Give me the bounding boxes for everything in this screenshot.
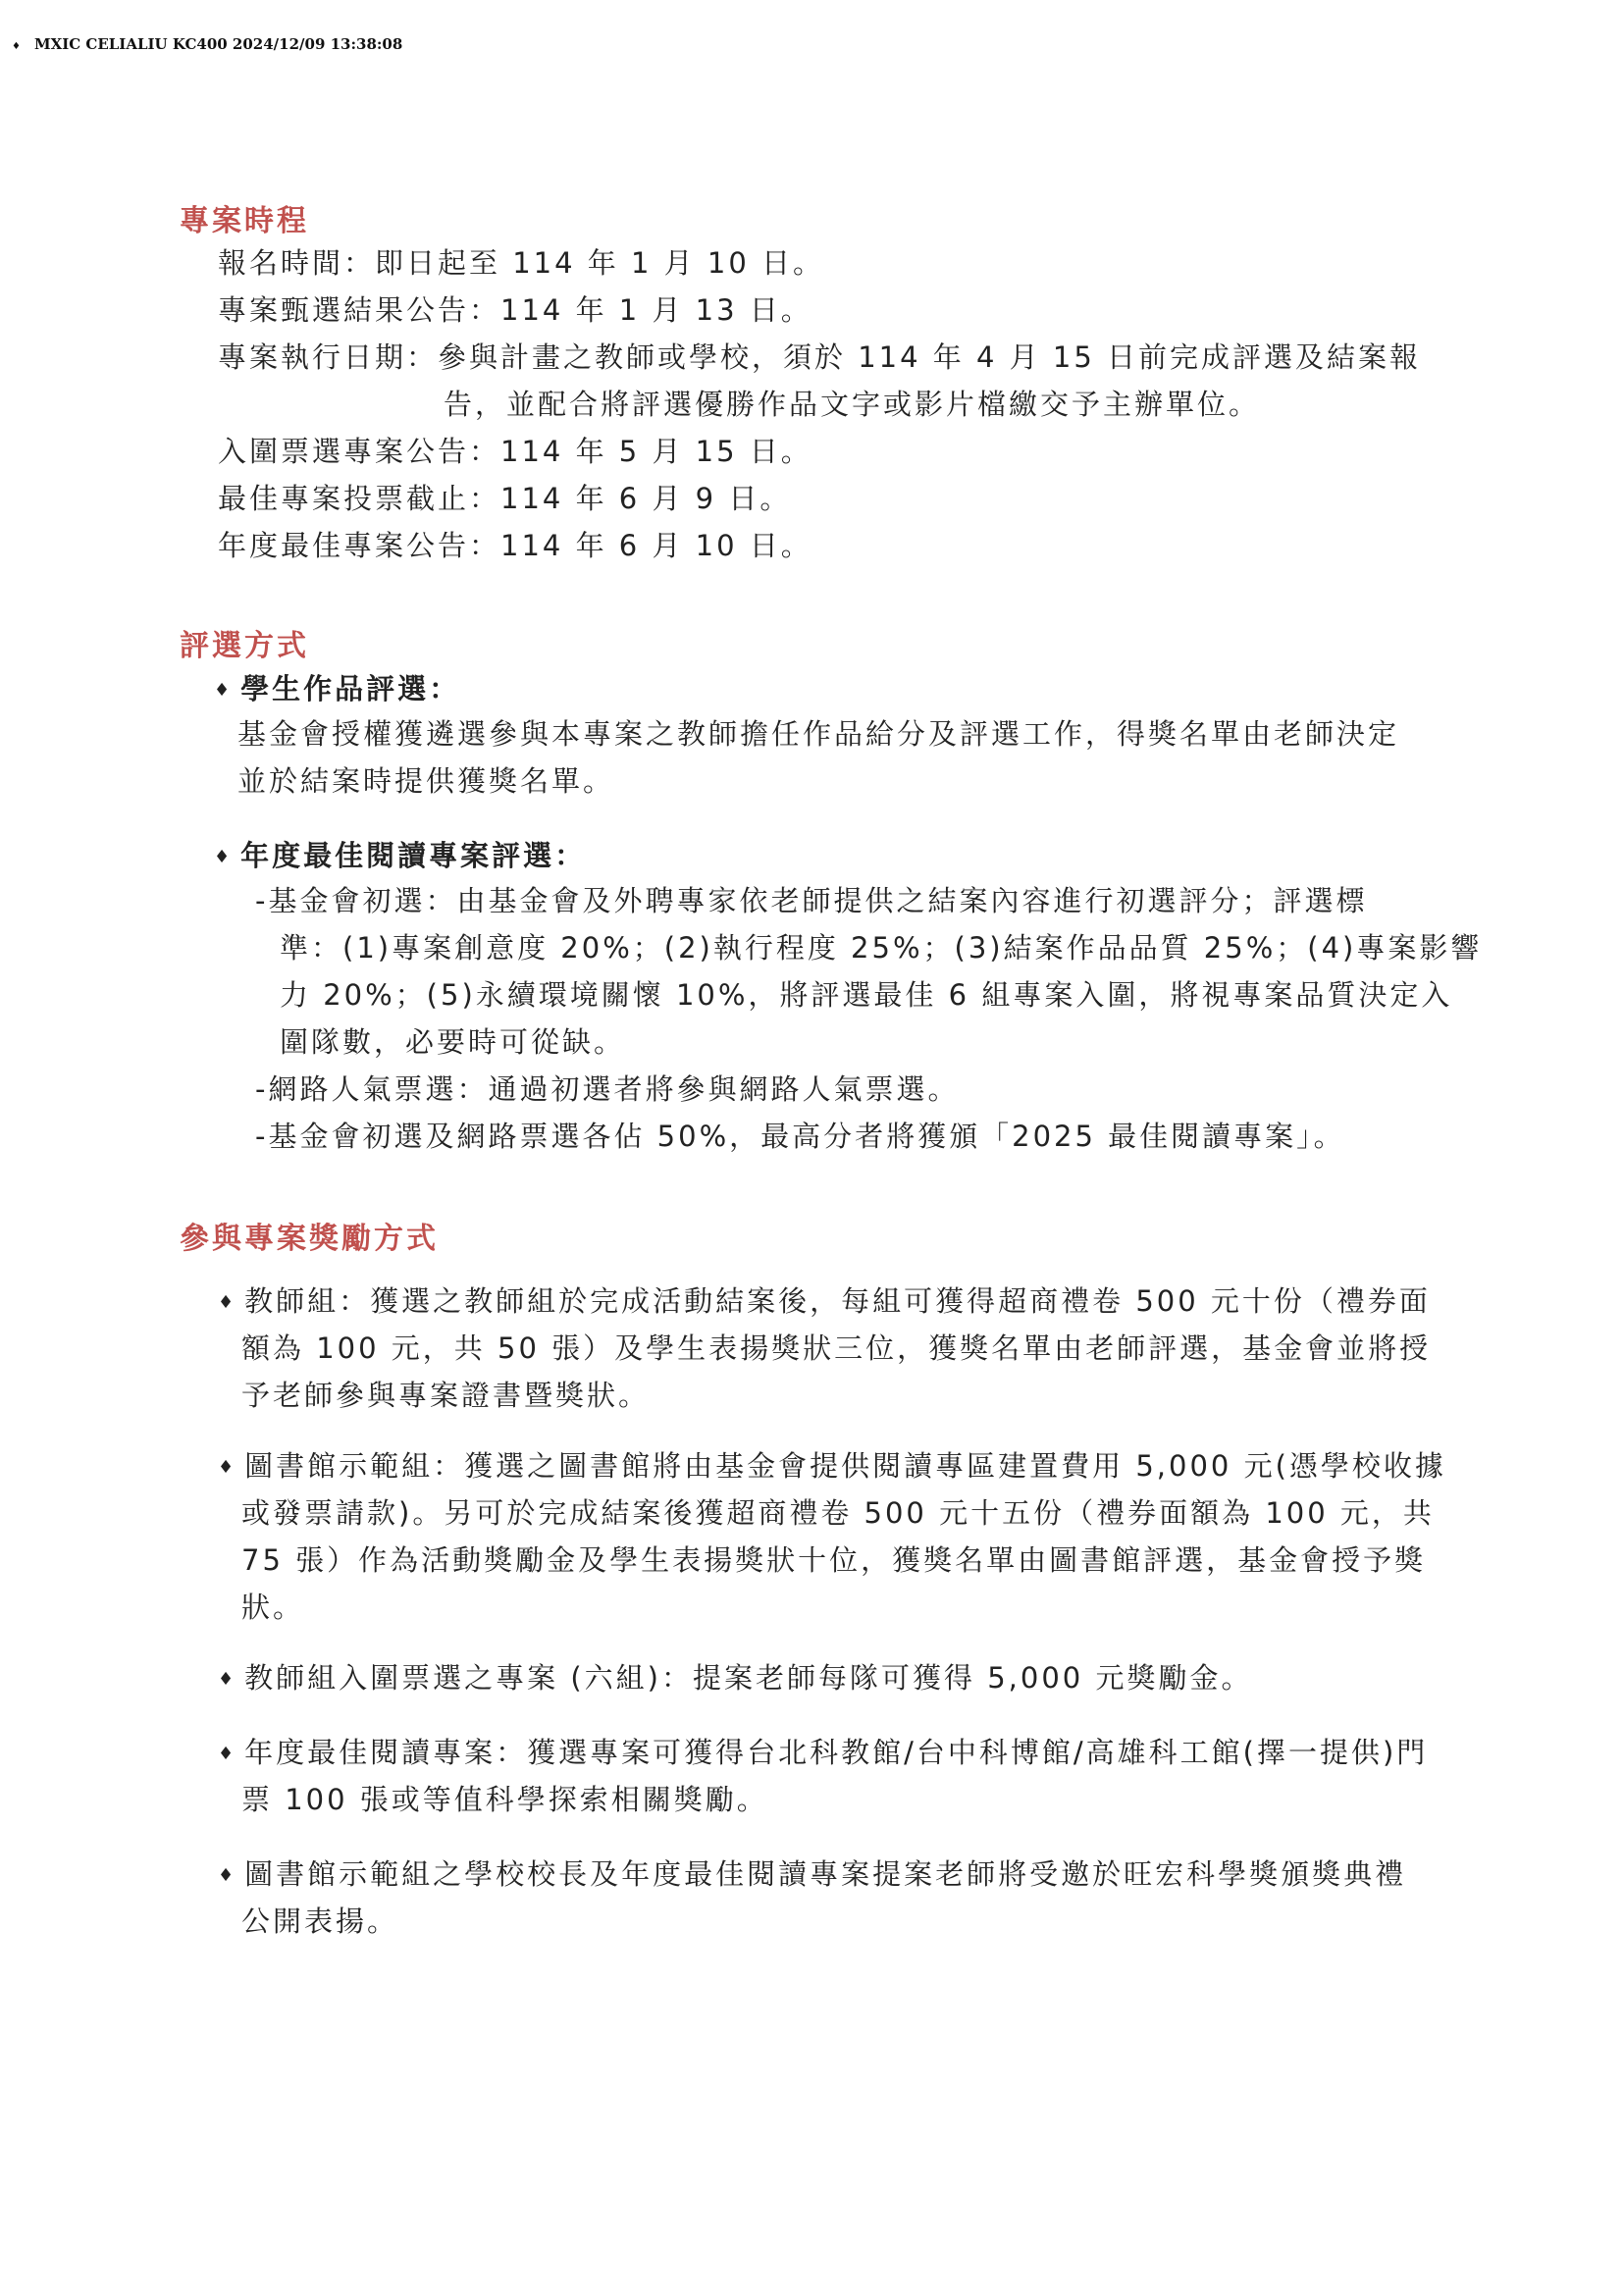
annual-evaluation-line: 準：(1)專案創意度 20%；(2)執行程度 25%；(3)結案作品品質 25%；(4)專案影響 [280,931,1483,965]
schedule-line: 最佳專案投票截止：114 年 6 月 9 日。 [218,482,792,515]
reward-line: 或發票請款)。另可於完成結案後獲超商禮卷 500 元十五份（禮券面額為 100 元，共 [241,1496,1435,1530]
bullet-icon: ♦ [218,1865,237,1886]
reward-line: 公開表揚。 [241,1905,399,1938]
scan-stamp [12,35,402,53]
annual-evaluation-line: -網路人氣票選：通過初選者將參與網路人氣票選。 [255,1072,960,1106]
reward-line: 額為 100 元，共 50 張）及學生表揚獎狀三位，獲獎名單由老師評選，基金會並將授 [241,1331,1432,1365]
bullet-icon: ♦ [218,1292,237,1313]
reward-item-library [218,1446,1446,1487]
annual-evaluation-line: -基金會初選：由基金會及外聘專家依老師提供之結案內容進行初選評分；評選標 [255,884,1368,917]
schedule-line: 年度最佳專案公告：114 年 6 月 10 日。 [218,529,812,562]
schedule-line: 報名時間：即日起至 114 年 1 月 10 日。 [218,246,825,280]
bullet-icon: ♦ [214,847,234,867]
reward-line: 圖書館示範組之學校校長及年度最佳閱讀專案提案老師將受邀於旺宏科學獎頒獎典禮 [244,1857,1407,1891]
reward-line: 教師組入圍票選之專案 (六組)：提案老師每隊可獲得 5,000 元獎勵金。 [244,1661,1253,1695]
reward-line: 狀。 [241,1591,305,1624]
student-evaluation-line: 基金會授權獲遴選參與本專案之教師擔任作品給分及評選工作，得獎名單由老師決定 [237,717,1400,751]
rewards-heading: 參與專案獎勵方式 [180,1222,439,1256]
bullet-icon: ♦ [218,1457,237,1478]
student-evaluation-line: 並於結案時提供獲獎名單。 [237,764,615,798]
bullet-icon: ♦ [214,680,234,701]
schedule-line: 專案甄選結果公告：114 年 1 月 13 日。 [218,293,812,327]
schedule-heading: 專案時程 [180,204,309,238]
reward-item-finalists [218,1658,1252,1699]
reward-line: 圖書館示範組：獲選之圖書館將由基金會提供閱讀專區建置費用 5,000 元(憑學校收據 [244,1449,1446,1483]
schedule-line: 入圍票選專案公告：114 年 5 月 15 日。 [218,435,812,468]
annual-evaluation-line: -基金會初選及網路票選各佔 50%，最高分者將獲頒「2025 最佳閱讀專案」。 [255,1120,1345,1153]
annual-evaluation-line: 力 20%；(5)永續環境關懷 10%，將評選最佳 6 組專案入圍，將視專案品質決定入 [280,978,1453,1012]
reward-line: 年度最佳閱讀專案：獲選專案可獲得台北科教館/台中科博館/高雄科工館(擇一提供)門 [244,1736,1429,1769]
reward-line: 票 100 張或等值科學探索相關獎勵。 [241,1783,768,1816]
schedule-line-continued: 告，並配合將評選優勝作品文字或影片檔繳交予主辦單位。 [444,388,1261,421]
annual-evaluation-line: 圍隊數，必要時可從缺。 [280,1025,626,1059]
evaluation-heading: 評選方式 [180,629,309,663]
annual-evaluation-label: 年度最佳閱讀專案評選： [240,839,587,872]
bullet-icon: ♦ [218,1669,237,1690]
student-evaluation-title [214,669,460,710]
stamp-mark: ♦ [12,41,21,52]
student-evaluation-label: 學生作品評選： [240,672,461,705]
stamp-text: MXIC CELIALIU KC400 2024/12/09 13:38:08 [33,35,403,53]
reward-item-public-honor [218,1854,1406,1896]
reward-item-annual-best [218,1733,1428,1774]
bullet-icon: ♦ [218,1744,237,1764]
reward-item-teacher [218,1281,1431,1323]
reward-line: 予老師參與專案證書暨獎狀。 [241,1379,651,1412]
annual-evaluation-title [214,836,586,877]
reward-line: 75 張）作為活動獎勵金及學生表揚獎狀十位，獲獎名單由圖書館評選，基金會授予獎 [241,1543,1427,1577]
schedule-line: 專案執行日期：參與計畫之教師或學校，須於 114 年 4 月 15 日前完成評選及結案報 [218,340,1422,374]
reward-line: 教師組：獲選之教師組於完成活動結案後，每組可獲得超商禮卷 500 元十份（禮券面 [244,1284,1431,1318]
